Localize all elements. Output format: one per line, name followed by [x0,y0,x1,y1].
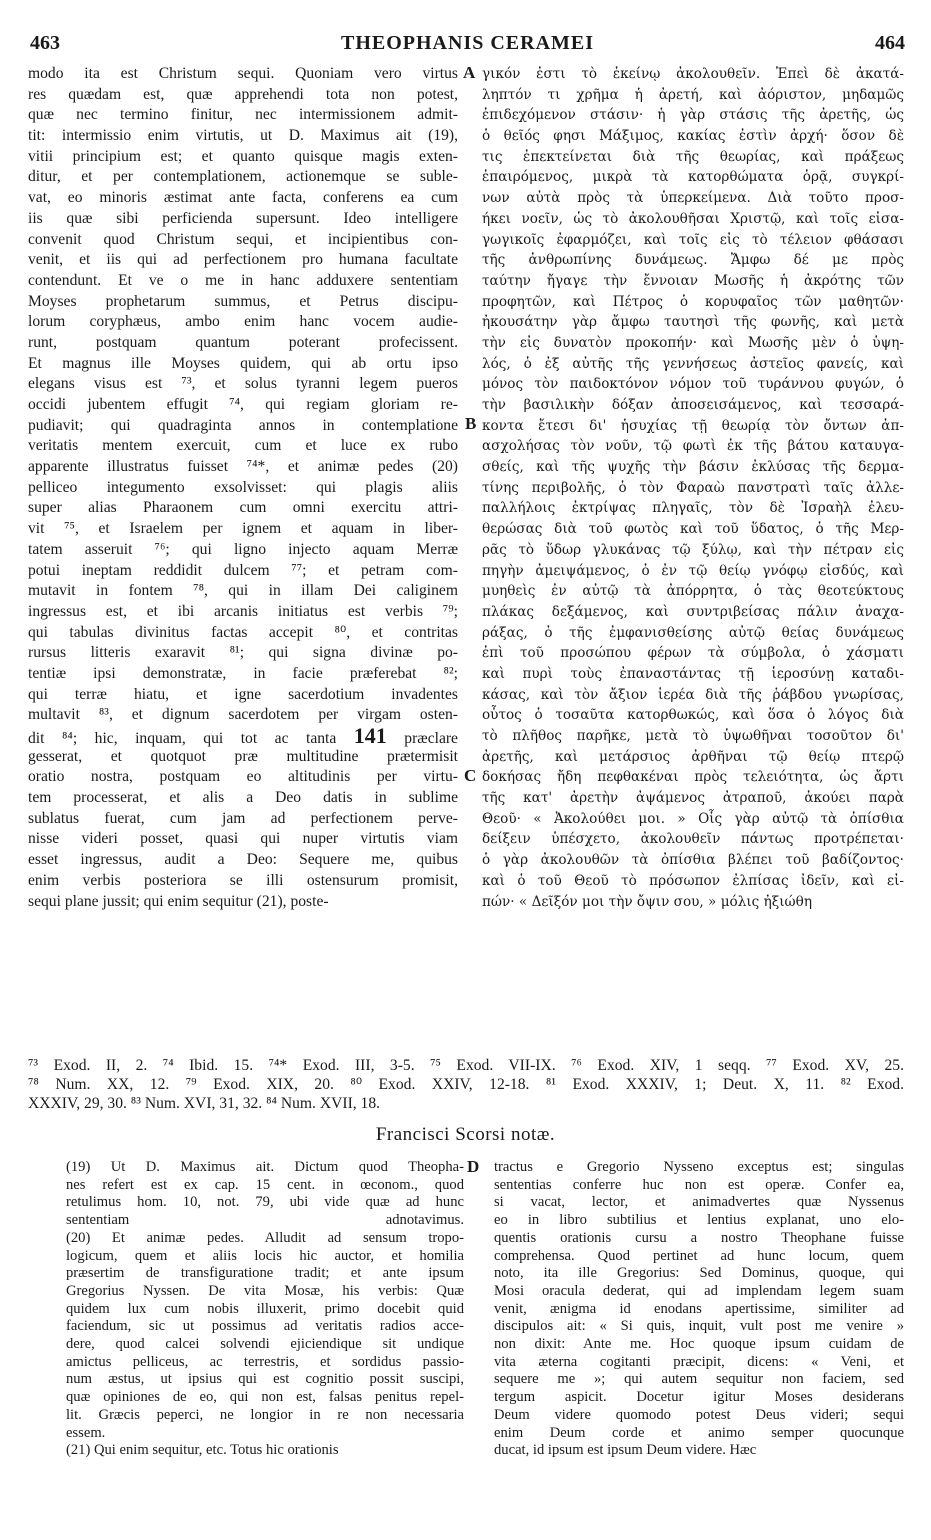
margin-letter-d: D [467,1157,480,1176]
latin-text-line: rursus litteris exaravit ⁸¹; qui signa divinæ po- [28,644,458,662]
note-line: sequere me »; qui autem sequitur non faciem, sed [494,1371,904,1388]
latin-text-line: apparente illustratus fuisset ⁷⁴*, et animæ pedes (20) [28,458,458,476]
note-line: ducat, id ipsum est ipsum Deum videre. Hæc [494,1442,757,1459]
note-line: eo in libro subtilius et lentius explanat, uno elo- [494,1212,904,1229]
latin-text-line: oratio nostra, postquam eo altitudinis per virtu- [28,768,458,786]
greek-text-line: τις ἐπεκτείνεται διὰ τῆς θεωρίας, καὶ πράξεως [482,148,904,165]
note-line: (21) Qui enim sequitur, etc. Totus hic orationis [66,1442,339,1459]
latin-text-line: vat, eo minoris æstimat ante facta, conferens ea cum [28,189,458,207]
note-line: non dixit: Ante me. Hoc quoque ipsum cuidam de [494,1336,904,1353]
margin-letter-b: B [465,414,477,433]
greek-text-line: παλλήλοις ἐκτρίψας πληγαῖς, τὸν δὲ Ἰσραὴλ ἐλευ- [482,500,904,517]
latin-text-line: ditur, et per contemplationem, actionemque se suble- [28,168,458,186]
note-line: num æstus, ut ipsius qui est cognitio possit suscipi, [66,1371,464,1388]
greek-text-line: ασχολήσας τὸν νοῦν, τῷ φωτὶ ἐκ τῆς βάτου καταυγα- [482,438,904,455]
greek-text-line: γωγικοῖς ἐφαρμόζει, καὶ τοῖς εἰς τὸ τέλειον φθάσασι [482,231,904,248]
greek-text-line: ήκει νοεῖν, ὡς τὸ ἀκολουθῆσαι Χριστῷ, καὶ τοῖς εἰσα- [482,210,904,227]
latin-text-line: pudiavit; qui quadraginta annos in contemplatione [28,416,458,434]
note-line: essem. [66,1424,106,1441]
latin-text-fragment: dit ⁸⁴; hic, inquam, qui tot ac tanta [28,730,337,747]
greek-text-line: ἐπὶ τοῦ προσώπου φέρων τὰ σύμβολα, ὁ χάσματι [482,645,904,662]
latin-text-line: convenit quod Christum sequi, et incipientibus con- [28,230,458,248]
latin-text-line: esset ingressus, audit a Deo: Sequere me, quibus [28,851,458,869]
greek-text-line: τὴν εἰς δυνατὸν προκοπήν· καὶ Μωσῆς μὲν ὁ ὑψη- [482,334,904,351]
greek-text-line: ὁ γὰρ ἀκολουθῶν τὰ ὀπίσθια βλέπει τοῦ βαδίζοντος· [482,852,904,869]
latin-text-line: tentiæ ipsi demonstratæ, in facie præferebat ⁸²; [28,664,458,682]
note-line: noto, ita ille Gregorius: Sed Dominus, quoque, qui [494,1265,904,1282]
column-number: 141 [353,726,387,747]
greek-text-line: ἀρετῆς, καὶ μετάρσιος ἀρθῆναι τῷ θείῳ πτερῷ [482,748,904,765]
latin-text-line: quæ nec termino finitur, nec intermissionem admit- [28,106,458,124]
footnotes [28,1056,904,1113]
greek-text-line: μόνος τὸν παιδοκτόνον νόμον τοῦ τυράννου φυγών, ὁ [482,376,904,393]
note-line: discipulos ait: « Si quis, inquit, vult post me venire » [494,1318,904,1335]
greek-text-line: ὁ θεῖός φησι Μάξιμος, κακίας ἐστὶν ἀρχή· ὅσον δὲ [482,128,904,145]
latin-text-line: gesserat, et quotquot præ multitudine prætermisit [28,747,458,765]
latin-text-line: Et magnus ille Moyses quidem, qui ab ortu ipso [28,354,458,372]
note-line: venit, ænigma id enodans apertissime, similiter ad [494,1300,904,1317]
latin-text-line: pelliceo integumento exsolvisset: qui plagis aliis [28,478,458,496]
greek-text-line: ἠκουσάτην γὰρ ἄμφω ταυτησὶ τῆς φωνῆς, καὶ μετὰ [482,314,904,331]
running-head [30,32,905,58]
greek-text-line: προφητῶν, καὶ Πέτρος ὁ κορυφαῖος τῶν μαθητῶν· [482,293,904,310]
note-line: Deum videre quomodo potest Deus videri; sequi [494,1406,904,1423]
latin-text-line: Moyses prophetarum summus, et Petrus discipu- [28,292,458,310]
latin-text-line: res quædam est, quæ apprehendi tota non potest, [28,85,458,103]
latin-text-line: potui ineptam reddidit dulcem ⁷⁷; et petram com- [28,561,458,579]
latin-text-line: tatem asseruit ⁷⁶; qui ligno injecto aquam Merræ [28,540,458,558]
greek-text-line: τὸ πλῆθος παρῆκε, μετὰ τὸ ὑψωθῆναι τοσοῦτον δι' [482,728,904,744]
greek-text-line: νων αὐτὰ πρὸς τὰ ὑπερκείμενα. Διὰ τοῦτο προσ- [482,190,904,207]
note-line: nes refert est ex cap. 15 cent. in œconom., quod [66,1176,464,1193]
greek-text-line: σθείς, καὶ τῆς ψυχῆς τὴν βάσιν ἐκλύσας τῆς δερμα- [482,459,904,476]
note-line: amictus pelliceus, ac terrestris, et sordidus passio- [66,1353,464,1370]
greek-text-line: καὶ πυρὶ τοὺς ἐπαναστάντας τῇ ἱεροσύνῃ καταδι- [482,665,904,682]
margin-letter-c: C [464,766,477,785]
greek-text-line: πλάκας δεξάμενος, καὶ συντριβείσας πάλιν ἀναχα- [482,603,904,620]
latin-text-line: veritatis mentem exercuit, cum et luce ex rubo [28,437,458,455]
note-line: sententias conferre huc non est operæ. Confer ea, [494,1176,904,1193]
greek-column [482,64,904,912]
page-number-left: 463 [30,32,60,54]
note-line: enim Deum corde et animo semper quocunque [494,1424,904,1441]
note-line: Gregorius Nyssen. De vita Mosæ, his verbis: Quæ [66,1282,464,1299]
latin-text-line: iis quæ sibi perficienda supersunt. Ideo intelligere [28,209,458,227]
latin-text-fragment: præclare [404,730,458,747]
greek-text-line: λός, ὁ ἐξ αὐτῆς τῆς γεννήσεως ἀστεῖος φανείς, καὶ [482,355,904,372]
latin-text-line: nisse videri posset, quasi qui nuper virtutis viam [28,830,458,848]
latin-text-line: lorum coryphæus, ambo enim hanc vocem audie- [28,313,458,331]
latin-text-line [28,726,458,747]
greek-text-line: γικόν ἐστι τὸ ἐκείνῳ ἀκολουθεῖν. Ἐπεὶ δὲ ἀκατά- [482,66,904,82]
footnote-line: ⁷³ Exod. II, 2. ⁷⁴ Ibid. 15. ⁷⁴* Exod. III, 3-5. ⁷⁵ Exod. VII-IX. ⁷⁶ Exod. XIV, 1 seqq. ⁷⁷ Exod. XV, 25. [28,1057,904,1074]
greek-text-line: τῆς κατ' ἀρετὴν ἀψάμενος ἀτραποῦ, ἀκούει παρὰ [482,790,904,807]
note-line: tractus e Gregorio Nysseno exceptus est; singulas [494,1159,904,1175]
notes-left-column [66,1159,464,1460]
latin-text-line: enim verbis posteriora se illi ostensurum promisit, [28,871,458,889]
latin-text-line: contendunt. Et ve o me in hanc adduxere sententiam [28,271,458,289]
greek-text-line: πών· « Δεῖξόν μοι τὴν ὄψιν σου, » μόλις ἠξιώθη [482,893,812,910]
note-line: Mosi oracula dederat, qui ad implendam legem suam [494,1282,904,1299]
greek-text-line: Θεοῦ· « Ἀκολούθει μοι. » Οἷς γὰρ αὐτῷ τὰ ὀπίσθια [482,810,904,827]
latin-text-line: tit: intermissio enim virtutis, ut D. Maximus ait (19), [28,127,458,145]
latin-text-line: runt, postquam quantum poterant profecissent. [28,333,458,351]
notes-right-column [494,1159,904,1460]
footnote-line: ⁷⁸ Num. XX, 12. ⁷⁹ Exod. XIX, 20. ⁸⁰ Exod. XXIV, 12-18. ⁸¹ Exod. XXXIV, 1; Deut. X, 11. ⁸² Exod. [28,1076,904,1093]
note-line: faciendum, sic ut possimus ad veritatis radios acce- [66,1318,464,1335]
latin-text-line: occidi jubentem effugit ⁷⁴, qui regiam gloriam re- [28,396,458,413]
greek-text-line: ράξας, ὁ τῆς ἐμφανισθείσης αὐτῷ θείας δυνάμεως [482,624,904,641]
notes-title: Francisci Scorsi notæ. [375,1124,556,1145]
page-number-right: 464 [875,32,905,54]
greek-text-line: πηγὴν ἀμειψάμενος, ὁ ἐν τῷ θείῳ γνόφῳ εἰσδύς, καὶ [482,562,904,579]
latin-text-line: venit, et iis qui ad perfectionem pro humana facultate [28,251,458,269]
latin-text-line: sublatus fuerat, cum jam ad perfectionem perve- [28,809,458,827]
latin-text-line: vit ⁷⁵, et Israelem per ignem et aquam in liber- [28,520,458,538]
greek-text-line: κοντα ἔτεσι δι' ἡσυχίας τῇ θεωρίᾳ τὸν ὄντων ἀπ- [482,417,904,434]
greek-text-line: δοκήσας ἤδη πεφθακέναι πρὸς τελειότητα, ὡς ἄρτι [482,769,904,786]
note-line: quæ opiniones de eo, qui non est, falsas penitus repel- [66,1389,464,1406]
latin-column [28,64,458,912]
greek-text-line: τῆς ἀνθρωπίνης δυνάμεως. Ἄμφω δέ με πρὸς [482,252,904,269]
greek-text-line: κάσας, καὶ τὸν ἄξιον ἱερέα διὰ τῆς ῥάβδου γνωρίσας, [482,686,904,703]
greek-text-line: τὴν βασιλικὴν δόξαν ἀποσεισάμενος, καὶ τεσσαρά- [482,397,904,413]
note-line: præsertim de transfiguratione tradit; et ante ipsum [66,1265,464,1282]
latin-text-line: super alias Pharaonem cum omni exercitu attri- [28,499,458,517]
latin-text-line: qui tabulas divinitus factas accepit ⁸⁰, et contritas [28,623,458,641]
note-line: sententiam adnotavimus. [66,1212,464,1229]
greek-text-line: οὗτος ὁ τοσαῦτα κατορθωκώς, καὶ ὅσα ὁ λόγος διὰ [482,707,904,724]
latin-text-line: qui terræ hiatu, et igne sacerdotium invadentes [28,685,458,703]
note-line: retulimus hom. 10, not. 79, ubi vide quæ ad hunc [66,1194,464,1211]
latin-text-line: modo ita est Christum sequi. Quoniam vero virtus [28,65,458,82]
latin-text-line: ingressus est, et ibi arcanis initiatus est verbis ⁷⁹; [28,602,458,620]
note-line: comprehensa. Quod pertinet ad hunc locum, quem [494,1247,904,1264]
note-line: dere, quod calcei solvendi ejiciendique sit undique [66,1336,464,1353]
note-line: quentis orationis cursu a nostro Theophane fuisse [494,1229,904,1246]
latin-text-line: vitii principium est; et quanto quisque magis exten- [28,147,458,165]
latin-text-line: multavit ⁸³, et dignum sacerdotem per virgam osten- [28,706,458,724]
latin-text-line: tem processerat, et alis a Deo datis in sublime [28,789,458,807]
note-line: quidem lux cum nobis illuxerit, primo docebit quid [66,1300,464,1317]
margin-letter-a: A [463,63,476,82]
greek-text-line: ἐπιδεχόμενον στάσιν· ἡ γὰρ στάσις τῆς ἀρετῆς, ὡς [482,107,904,124]
greek-text-line: θερώσας διὰ τοῦ φωτὸς καὶ τοῦ ὕδατος, ὁ τῆς Μερ- [482,521,904,538]
note-line: lit. Græcis peperci, ne longior in re non necessaria [66,1406,464,1423]
running-title: THEOPHANIS CERAMEI [340,32,595,54]
greek-text-line: τίνης περιβολῆς, ὁ τὸν Φαραὼ πανστρατὶ ταῖς ἀλλε- [482,479,904,496]
note-line: logicum, quem et aliis locis hic auctor, et homilia [66,1247,464,1264]
note-line: (20) Et animæ pedes. Alludit ad sensum tropo- [66,1229,464,1246]
greek-text-line: ταύτην ἤγαγε τὴν ἔννοιαν Μωσῆς ἡ ἀκρότης τῶν [482,272,904,289]
greek-text-line: μυηθεὶς ἐν αὐτῷ τὰ ἀπόρρητα, ὁ τὰς θεοτεύκτους [482,583,904,600]
greek-text-line: ληπτόν τι χρῆμα ἡ ἀρετή, καὶ ἀόριστον, μηδαμῶς [482,86,904,103]
note-line: vita æterna cogitanti præcipit, dicens: « Veni, et [494,1353,904,1370]
latin-text-line: mutavit in fontem ⁷⁸, qui in illam Dei caliginem [28,582,458,600]
greek-text-line: δείξειν ὑπέσχετο, ἀκολουθεῖν πάντως προτρέπεται· [482,831,904,848]
greek-text-line: ἐπαιρόμενος, μικρὰ τὰ κατορθώματα ὁρᾷ, συγκρί- [482,169,904,186]
latin-text-line: sequi plane jussit; qui enim sequitur (21), poste- [28,892,329,910]
greek-text-line: καὶ ὁ τοῦ Θεοῦ τὸ πρόσωπον ἐλπίσας ἰδεῖν, καὶ εἰ- [482,872,904,889]
note-line: tergum aspicit. Docetur igitur Moses desiderans [494,1389,904,1406]
greek-text-line: ρᾶς τὸ ὕδωρ γλυκάνας τῷ ξύλῳ, καὶ τὴν πέτραν εἰς [482,541,904,558]
latin-text-line: elegans visus est ⁷³, et solus tyranni legem pueros [28,375,458,393]
footnote-line: XXXIV, 29, 30. ⁸³ Num. XVI, 31, 32. ⁸⁴ Num. XVII, 18. [28,1095,381,1112]
note-line: si vacat, lector, et animadvertes quæ Nyssenus [494,1194,904,1211]
note-line: (19) Ut D. Maximus ait. Dictum quod Theopha- [66,1159,464,1175]
